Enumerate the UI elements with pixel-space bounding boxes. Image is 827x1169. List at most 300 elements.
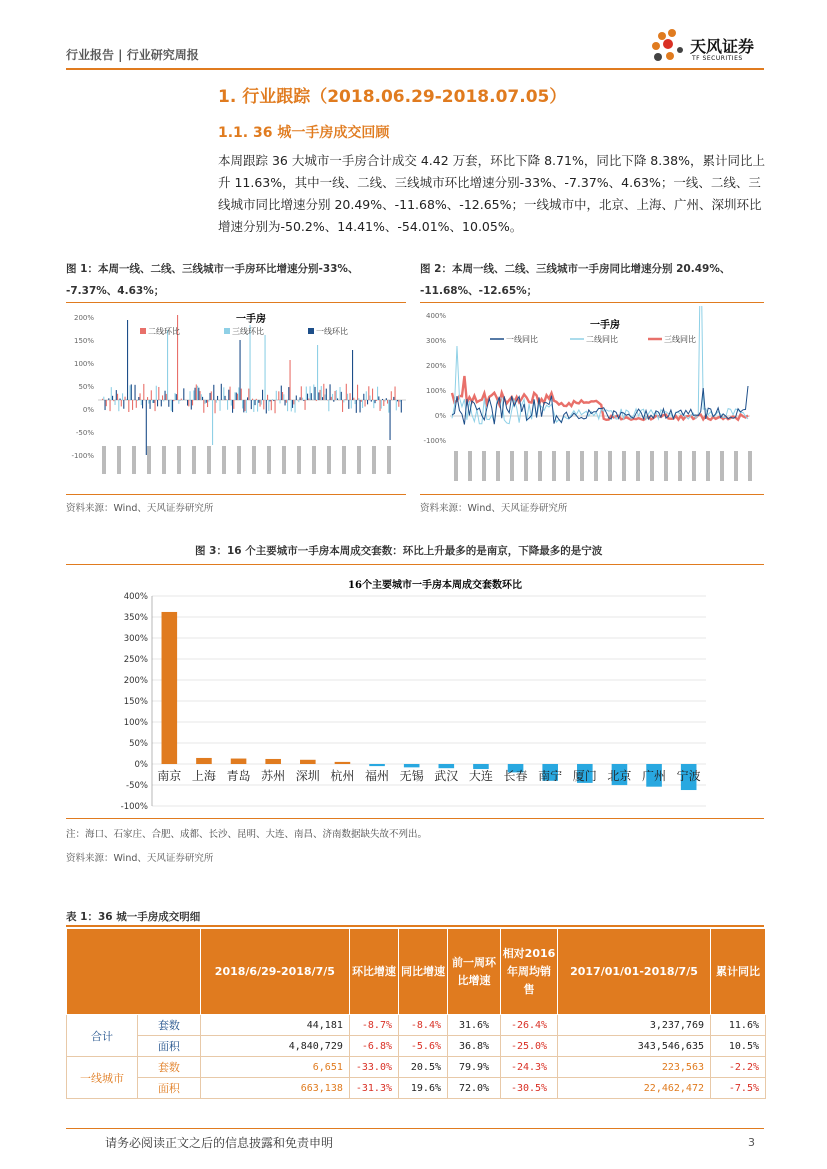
fig2-top-rule (420, 302, 764, 303)
fig1-bar (361, 400, 362, 402)
fig1-bar (288, 387, 289, 400)
fig3-x-label: 广州 (642, 769, 667, 783)
fig1-bar (250, 325, 251, 400)
fig1-bar (357, 385, 358, 400)
fig3-bar-苏州 (265, 759, 281, 764)
fig2-x-tick (510, 451, 514, 481)
fig2-x-tick (482, 451, 486, 481)
fig2-x-tick (692, 451, 696, 481)
fig1-bar (382, 399, 383, 400)
fig1-bar (183, 388, 184, 400)
fig2-y-tick: 100% (425, 387, 446, 395)
fig1-x-tick (177, 446, 181, 474)
transaction-detail-table (66, 928, 766, 1099)
fig3-bottom-rule (66, 818, 764, 819)
fig1-bar (387, 400, 388, 404)
fig1-bar (191, 400, 192, 410)
brand-name-en: TF SECURITIES (692, 55, 743, 62)
fig1-bar (371, 400, 372, 402)
fig1-bar (228, 390, 229, 400)
fig1-bar (128, 400, 129, 412)
fig1-bar (301, 386, 302, 400)
fig1-bar (360, 400, 361, 412)
fig1-bar (296, 395, 297, 400)
fig1-bar (215, 400, 216, 413)
fig1-bar (266, 400, 267, 413)
fig1-x-tick (132, 446, 136, 474)
fig1-bar (187, 400, 188, 406)
fig1-bar (166, 394, 167, 400)
fig1-bar (282, 392, 283, 400)
fig1-bar (386, 398, 387, 400)
fig2-x-tick (636, 451, 640, 481)
table-header-mom: 环比增速 (349, 929, 398, 1015)
fig1-bar (262, 390, 263, 400)
fig1-bar (321, 386, 322, 400)
fig1-bar (157, 400, 158, 406)
fig1-bar (117, 394, 118, 400)
fig1-bar (320, 390, 321, 400)
fig1-bar (138, 397, 139, 400)
fig1-bar (397, 400, 398, 401)
fig1-bar (108, 398, 109, 400)
fig1-x-ticks (102, 446, 391, 474)
fig3-x-label: 武汉 (434, 769, 459, 783)
fig1-bar (150, 400, 151, 409)
section-title: 1. 行业跟踪（2018.06.29-2018.07.05） (218, 87, 567, 107)
fig1-bar (337, 398, 338, 400)
fig1-legend-swatch-1 (224, 328, 230, 334)
fig1-bar (311, 393, 312, 400)
fig2-x-tick (706, 451, 710, 481)
fig3-y-tick: 300% (123, 634, 148, 644)
fig1-bar (303, 400, 304, 401)
fig1-bar (251, 400, 252, 409)
fig1-top-rule (66, 302, 406, 303)
fig1-bar (305, 400, 306, 410)
fig2-y-tick: 400% (425, 312, 446, 320)
fig2-y-tick: -100% (423, 437, 446, 445)
fig1-x-tick (342, 446, 346, 474)
fig1-bar (137, 400, 138, 401)
fig1-bar (346, 384, 347, 400)
fig1-y-tick: 50% (78, 383, 94, 391)
fig3-bar-武汉 (439, 764, 455, 768)
fig1-bar (331, 397, 332, 400)
fig2-y-tick: 0% (434, 412, 446, 420)
fig1-bar (370, 396, 371, 400)
fig1-bar (233, 400, 234, 409)
fig1-bar (158, 387, 159, 400)
fig2-chart (420, 306, 764, 492)
table-header-prev-week: 前一周环比增速 (448, 929, 501, 1015)
fig1-bar (276, 391, 277, 400)
fig2-legend-0: 一线同比 (506, 335, 538, 344)
fig1-bar (345, 399, 346, 400)
fig1-bar (298, 400, 299, 402)
fig1-bar (252, 399, 253, 400)
table-header-cumulative-period: 2017/01/01-2018/7/5 (558, 929, 711, 1015)
fig1-bar (142, 400, 143, 408)
fig1-bar (400, 400, 401, 402)
fig1-bar (140, 393, 141, 400)
fig1-bar (123, 400, 124, 409)
fig1-bar (167, 330, 168, 400)
fig1-bar (398, 400, 399, 407)
fig1-bar (273, 400, 274, 401)
fig3-y-tick: 150% (123, 697, 148, 707)
fig1-bar (333, 400, 334, 402)
fig1-bar (391, 391, 392, 400)
fig1-bar (343, 400, 344, 402)
fig1-bar (212, 400, 213, 445)
fig2-x-tick (720, 451, 724, 481)
fig1-bar (261, 400, 262, 405)
fig1-bar (366, 391, 367, 400)
fig1-bar (127, 320, 128, 400)
fig1-bar (368, 386, 369, 400)
fig1-bar (196, 384, 197, 400)
fig3-y-tick: 350% (123, 613, 148, 623)
fig1-bar (188, 400, 189, 406)
fig2-x-tick (748, 451, 752, 481)
fig2-x-tick (608, 451, 612, 481)
fig1-x-tick (192, 446, 196, 474)
fig1-bar (193, 391, 194, 400)
fig1-bar (322, 397, 323, 400)
fig1-x-tick (387, 446, 391, 474)
fig1-bar (165, 391, 166, 400)
fig1-x-tick (207, 446, 211, 474)
fig2-x-tick (622, 451, 626, 481)
fig1-bar (287, 400, 288, 411)
table-row: 面积 4,840,729 -6.8% -5.6% 36.8% -25.0% 343,546,635 10.5% (67, 1036, 766, 1057)
fig3-x-label: 上海 (191, 769, 216, 783)
fig1-bar (340, 387, 341, 400)
fig1-bar (248, 389, 249, 400)
fig1-bar (317, 345, 318, 400)
brand-logo-icon (648, 26, 692, 70)
fig1-bar (292, 400, 293, 408)
fig1-bar (198, 388, 199, 400)
fig3-y-ticks (121, 592, 148, 810)
fig1-bar (147, 397, 148, 400)
fig1-bar (223, 387, 224, 400)
fig1-bars (102, 315, 402, 455)
fig2-x-tick (594, 451, 598, 481)
fig1-bar (330, 384, 331, 400)
fig1-bar (362, 400, 363, 408)
fig1-bar (278, 391, 279, 400)
fig1-bar (285, 400, 286, 405)
fig3-bar-无锡 (404, 764, 420, 767)
fig1-bar (270, 400, 271, 401)
fig1-bar (308, 399, 309, 400)
fig3-chart (100, 570, 720, 810)
fig1-bar (272, 399, 273, 400)
fig1-bar (113, 400, 114, 401)
fig3-bar-杭州 (335, 762, 351, 764)
fig3-y-tick: 400% (123, 592, 148, 602)
footer-disclaimer: 请务必阅读正文之后的信息披露和免责申明 (105, 1136, 334, 1150)
fig1-bar (235, 392, 236, 400)
fig2-legend-1: 二线同比 (586, 335, 618, 344)
fig1-bar (181, 399, 182, 400)
fig1-bar (376, 400, 377, 401)
fig1-bar (176, 394, 177, 400)
fig1-bar (175, 393, 176, 400)
table-row: 面积 663,138 -31.3% 19.6% 72.0% -30.5% 22,462,472 -7.5% (67, 1078, 766, 1099)
fig3-bar-深圳 (300, 760, 316, 764)
fig1-bar (238, 387, 239, 400)
fig1-bar (372, 389, 373, 400)
fig1-bar (105, 400, 106, 410)
row-sub: 面积 (138, 1036, 201, 1057)
fig1-bar (306, 387, 307, 400)
fig1-x-tick (372, 446, 376, 474)
fig1-bar (257, 400, 258, 412)
fig1-source: 资料来源：Wind、天风证券研究所 (66, 503, 214, 514)
table-header-cumulative-yoy: 累计同比 (711, 929, 766, 1015)
fig1-x-tick (327, 446, 331, 474)
fig1-bar (281, 386, 282, 400)
fig3-y-tick: 200% (123, 676, 148, 686)
fig1-bar (148, 400, 149, 404)
fig1-bar (271, 400, 272, 410)
fig1-bar (280, 400, 281, 403)
fig1-bar (295, 400, 296, 413)
fig3-x-label: 青岛 (226, 769, 251, 783)
fig3-x-label: 无锡 (399, 769, 424, 783)
fig1-x-tick (297, 446, 301, 474)
fig1-bar (202, 397, 203, 400)
fig1-bar (200, 391, 201, 400)
fig1-bar (396, 400, 397, 410)
table-row: 一线城市 套数 6,651 -33.0% 20.5% 79.9% -24.3% 223,563 -2.2% (67, 1057, 766, 1078)
fig2-x-tick (538, 451, 542, 481)
footer-divider (66, 1128, 764, 1129)
fig1-bar (385, 400, 386, 401)
fig1-bar (373, 400, 374, 408)
fig1-bar (242, 400, 243, 408)
fig1-bar (132, 400, 133, 410)
fig1-y-tick: 200% (73, 314, 94, 322)
fig1-bar (201, 394, 202, 400)
fig1-x-tick (162, 446, 166, 474)
fig1-bar (173, 400, 174, 401)
fig3-x-labels (157, 768, 700, 783)
fig1-bar (122, 393, 123, 400)
fig1-bar (120, 399, 121, 400)
fig2-bottom-rule (420, 494, 764, 495)
fig2-x-tick (454, 451, 458, 481)
fig1-bar (355, 400, 356, 404)
fig1-bar (323, 384, 324, 400)
fig1-bar (141, 400, 142, 405)
fig1-bar (375, 400, 376, 403)
fig1-bar (253, 400, 254, 412)
fig2-x-tick (678, 451, 682, 481)
fig1-bar (380, 400, 381, 411)
fig2-x-tick (734, 451, 738, 481)
fig2-source: 资料来源：Wind、天风证券研究所 (420, 503, 568, 514)
summary-paragraph: 本周跟踪 36 大城市一手房合计成交 4.42 万套，环比下降 8.71%，同比下降 8.38%，累计同比上升 11.63%，其中一线、二线、三线城市环比增速分别-33%、-7.37%、4.63%；一线、二线、三线城市同比增速分别 20.49%、-11.68%、-12.65%；一线城市中，北京、上海、广州、深圳环比增速分别为-50.2%、14.41%、-54.01%、10.05%。 (218, 153, 765, 234)
fig3-x-label: 北京 (607, 769, 632, 783)
fig1-bar (356, 400, 357, 413)
fig1-bar (171, 400, 172, 411)
fig1-title: 一手房 (236, 314, 266, 325)
table-header-vs-2016: 相对2016年周均销售 (501, 929, 558, 1015)
fig1-bar (206, 400, 207, 403)
fig1-bar (195, 388, 196, 400)
table-header-period: 2018/6/29-2018/7/5 (200, 929, 349, 1015)
fig1-bar (168, 400, 169, 407)
fig1-bar (395, 386, 396, 400)
fig3-note: 注：海口、石家庄、合肥、成都、长沙、昆明、大连、南昌、济南数据缺失故不列出。 (66, 829, 428, 840)
fig1-bar (243, 400, 244, 412)
fig1-bar (315, 387, 316, 400)
fig1-bar (110, 400, 111, 411)
fig1-bar (236, 393, 237, 400)
fig1-bar (318, 392, 319, 400)
fig1-bar (342, 400, 343, 412)
fig1-bar (265, 335, 266, 400)
fig1-bar (152, 400, 153, 403)
fig1-x-tick (102, 446, 106, 474)
fig3-chart-title: 16个主要城市一手房本周成交套数环比 (348, 580, 522, 591)
fig1-bar (130, 385, 131, 400)
fig1-bar (126, 399, 127, 400)
fig1-bar (241, 389, 242, 400)
fig2-x-tick (524, 451, 528, 481)
fig1-bar (316, 400, 317, 401)
fig1-bar (310, 386, 311, 400)
fig1-y-tick: 150% (73, 337, 94, 345)
fig1-bar (240, 340, 241, 400)
fig1-bar (203, 400, 204, 413)
fig1-bar (260, 400, 261, 407)
fig1-bar (116, 390, 117, 400)
fig1-bar (163, 400, 164, 401)
fig3-bar-青岛 (231, 759, 247, 764)
fig2-x-tick (468, 451, 472, 481)
fig1-bar (326, 389, 327, 400)
fig1-bar (348, 400, 349, 409)
fig2-x-ticks (454, 451, 752, 481)
fig3-y-tick: 250% (123, 655, 148, 665)
fig1-bar (325, 394, 326, 400)
fig1-bar (290, 360, 291, 400)
fig3-y-tick: 50% (129, 739, 148, 749)
fig1-bar (136, 400, 137, 408)
fig1-bar (205, 400, 206, 404)
fig2-x-tick (552, 451, 556, 481)
fig3-x-label: 苏州 (261, 769, 286, 783)
fig1-bar (401, 400, 402, 413)
fig1-bar (208, 400, 209, 402)
fig1-bar (293, 400, 294, 404)
fig1-bar (258, 400, 259, 403)
fig1-bar (221, 384, 222, 400)
row-sub: 套数 (138, 1057, 201, 1078)
row-category-tier1: 一线城市 (67, 1057, 138, 1099)
fig1-bar (358, 398, 359, 400)
fig1-bar (300, 397, 301, 400)
fig2-x-tick (650, 451, 654, 481)
fig1-x-tick (282, 446, 286, 474)
fig1-bar (178, 400, 179, 404)
fig1-bar (377, 387, 378, 400)
fig1-x-tick (267, 446, 271, 474)
fig1-bar (216, 400, 217, 403)
fig1-bar (121, 400, 122, 406)
fig2-y-tick: 300% (425, 337, 446, 345)
fig1-bar (225, 396, 226, 400)
fig1-bar (363, 394, 364, 400)
fig1-bar (246, 400, 247, 413)
fig2-caption-line1: 图 2：本周一线、二线、三线城市一手房同比增速分别 20.49%、 (420, 263, 731, 275)
fig1-x-tick (147, 446, 151, 474)
fig1-y-tick: -50% (75, 429, 94, 437)
fig1-bar (226, 399, 227, 400)
fig1-x-tick (312, 446, 316, 474)
fig3-x-label: 南京 (157, 769, 182, 783)
fig3-x-label: 南宁 (538, 769, 563, 783)
fig1-bar (155, 400, 156, 411)
fig3-y-tick: 100% (123, 718, 148, 728)
fig1-bar (143, 384, 144, 400)
fig3-x-label: 福州 (365, 769, 390, 783)
fig1-bar (160, 399, 161, 400)
row-category-total: 合计 (67, 1015, 138, 1057)
fig1-bar (161, 400, 162, 406)
fig1-bar (115, 400, 116, 405)
table-header-yoy: 同比增速 (399, 929, 448, 1015)
fig1-bar (111, 387, 112, 400)
fig2-x-tick (664, 451, 668, 481)
fig1-bar (302, 398, 303, 400)
fig1-y-tick: 0% (82, 406, 94, 414)
fig1-bar (245, 400, 246, 411)
fig3-top-rule (66, 564, 764, 565)
fig1-bar (106, 400, 107, 406)
fig1-bar (231, 400, 232, 406)
fig1-bar (256, 399, 257, 400)
fig1-y-tick: 100% (73, 360, 94, 368)
fig1-caption-line2: -7.37%、4.63%； (66, 285, 165, 297)
table-top-rule (66, 925, 764, 927)
fig1-bar (220, 400, 221, 411)
fig1-bar (135, 385, 136, 400)
page-number: 3 (748, 1136, 755, 1149)
fig3-x-label: 长春 (503, 769, 528, 783)
fig1-bar (255, 400, 256, 405)
fig1-bar (151, 390, 152, 400)
fig1-bar (125, 397, 126, 400)
report-category: 行业报告 | 行业研究周报 (66, 48, 199, 62)
fig1-bar (367, 400, 368, 404)
fig1-bar (153, 400, 154, 403)
fig1-bar (350, 393, 351, 400)
fig1-bar (227, 400, 228, 410)
section-subtitle: 1.1. 36 城一手房成交回顾 (218, 125, 390, 141)
fig2-title: 一手房 (590, 320, 620, 331)
fig3-y-tick: -50% (126, 781, 148, 791)
fig1-bar (230, 387, 231, 400)
fig2-y-tick: 200% (425, 362, 446, 370)
fig1-bar (351, 400, 352, 408)
fig1-bar (192, 400, 193, 405)
